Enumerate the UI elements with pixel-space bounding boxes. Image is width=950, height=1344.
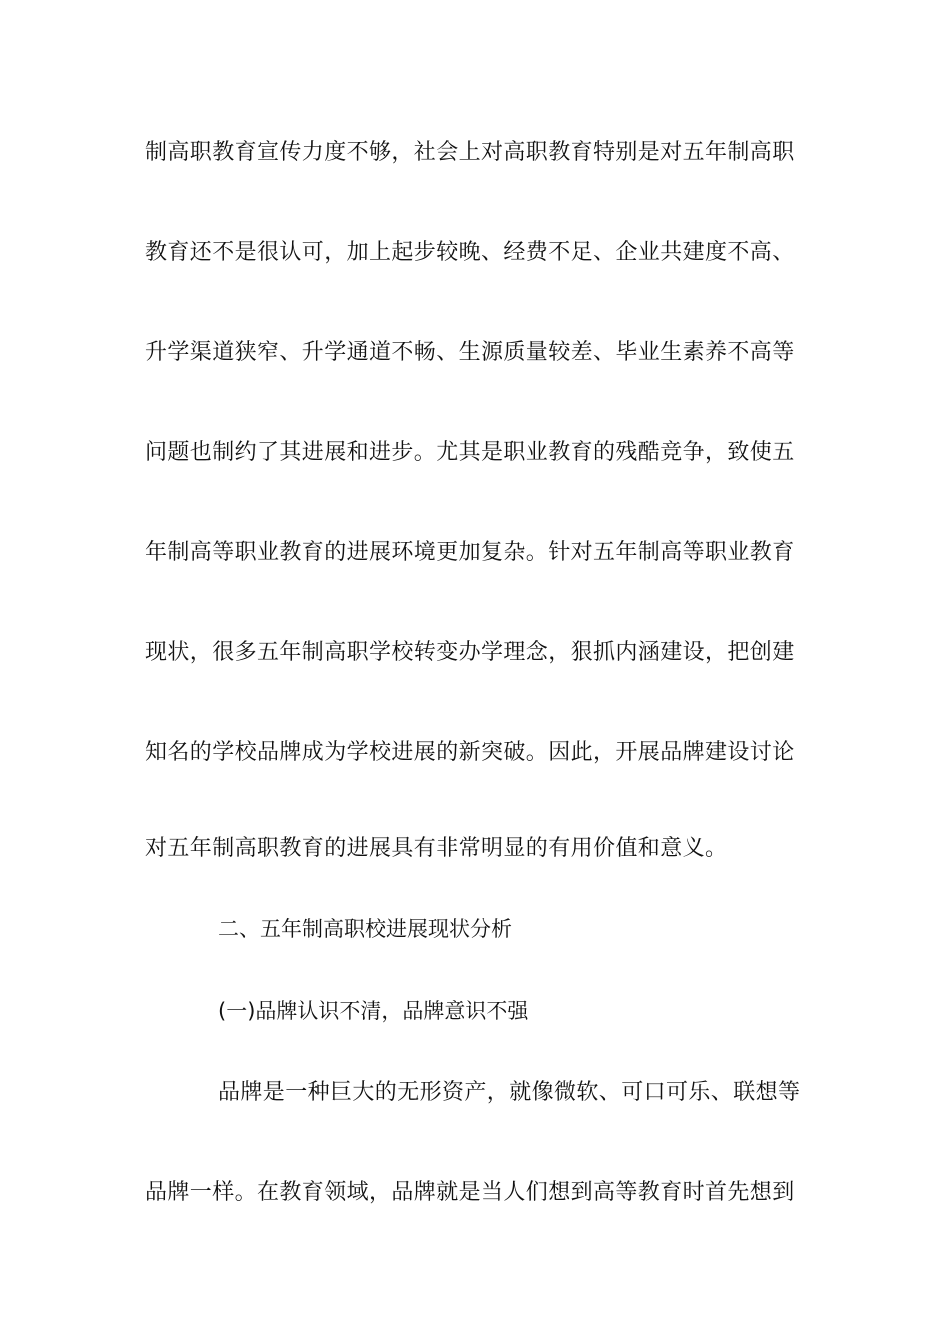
text-line: 年制高等职业教育的进展环境更加复杂。针对五年制高等职业教育 — [145, 540, 795, 565]
text-line: 教育还不是很认可，加上起步较晚、经费不足、企业共建度不高、 — [145, 240, 795, 265]
text-line: 品牌是一种巨大的无形资产，就像微软、可口可乐、联想等 — [218, 1080, 801, 1105]
text-line: 知名的学校品牌成为学校进展的新突破。因此，开展品牌建设讨论 — [145, 740, 795, 765]
text-line: 对五年制高职教育的进展具有非常明显的有用价值和意义。 — [145, 836, 728, 861]
text-line: 品牌一样。在教育领域，品牌就是当人们想到高等教育时首先想到 — [145, 1180, 795, 1205]
section-heading: 二、五年制高职校进展现状分析 — [218, 917, 512, 941]
text-line: 现状，很多五年制高职学校转变办学理念，狠抓内涵建设，把创建 — [145, 640, 795, 665]
subsection-heading: (一)品牌认识不清，品牌意识不强 — [218, 999, 529, 1023]
text-line: 制高职教育宣传力度不够，社会上对高职教育特别是对五年制高职 — [145, 140, 795, 165]
text-line: 升学渠道狭窄、升学通道不畅、生源质量较差、毕业生素养不高等 — [145, 340, 795, 365]
text-line: 问题也制约了其进展和进步。尤其是职业教育的残酷竞争，致使五 — [145, 440, 795, 465]
